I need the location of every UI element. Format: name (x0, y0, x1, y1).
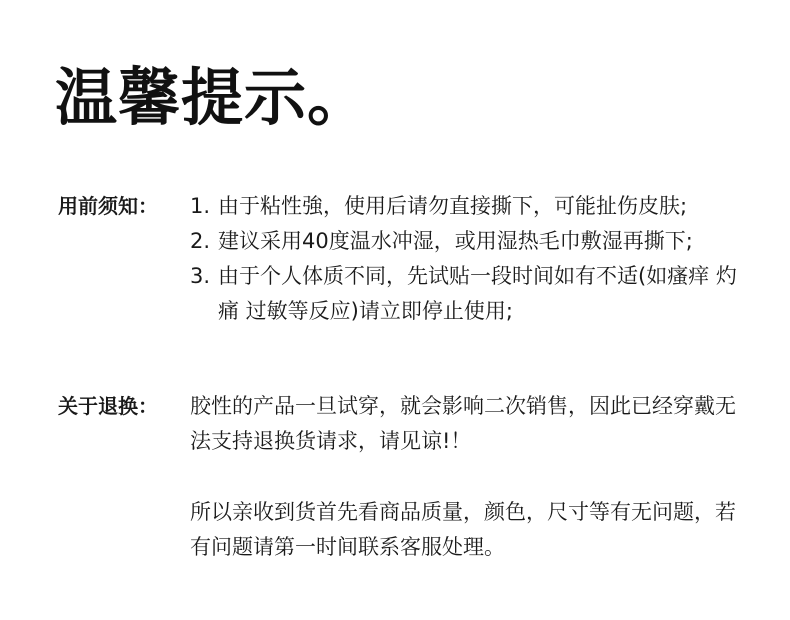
return-policy-label: 关于退换： (58, 394, 158, 418)
list-item-text: 由于粘性強，使用后请勿直接撕下，可能扯伤皮肤; (218, 194, 688, 218)
usage-notice-label: 用前须知： (58, 194, 158, 218)
list-item-number: 3. (190, 264, 211, 288)
list-item (190, 189, 755, 224)
list-item-number: 1. (190, 194, 211, 218)
usage-notice-list (190, 189, 755, 329)
return-policy-text (190, 389, 755, 565)
list-item-text: 建议采用40度温水冲湿，或用湿热毛巾敷湿再撕下; (218, 229, 693, 253)
return-policy-section (58, 389, 758, 579)
list-item-text: 由于个人体质不同，先试贴一段时间如有不适(如瘙痒 灼痛 过敏等反应)请立即停止使用; (218, 264, 737, 323)
list-item (190, 259, 755, 329)
inspection-paragraph: 所以亲收到货首先看商品质量，颜色，尺寸等有无问题，若有问题请第一时间联系客服处理。 (190, 500, 736, 559)
page-title: 温馨提示。 (55, 61, 371, 134)
list-item-number: 2. (190, 229, 211, 253)
return-policy-paragraph: 胶性的产品一旦试穿，就会影响二次销售，因此已经穿戴无法支持退换货请求，请见谅!！ (190, 394, 736, 453)
list-item (190, 224, 755, 259)
usage-notice-section (58, 189, 758, 339)
